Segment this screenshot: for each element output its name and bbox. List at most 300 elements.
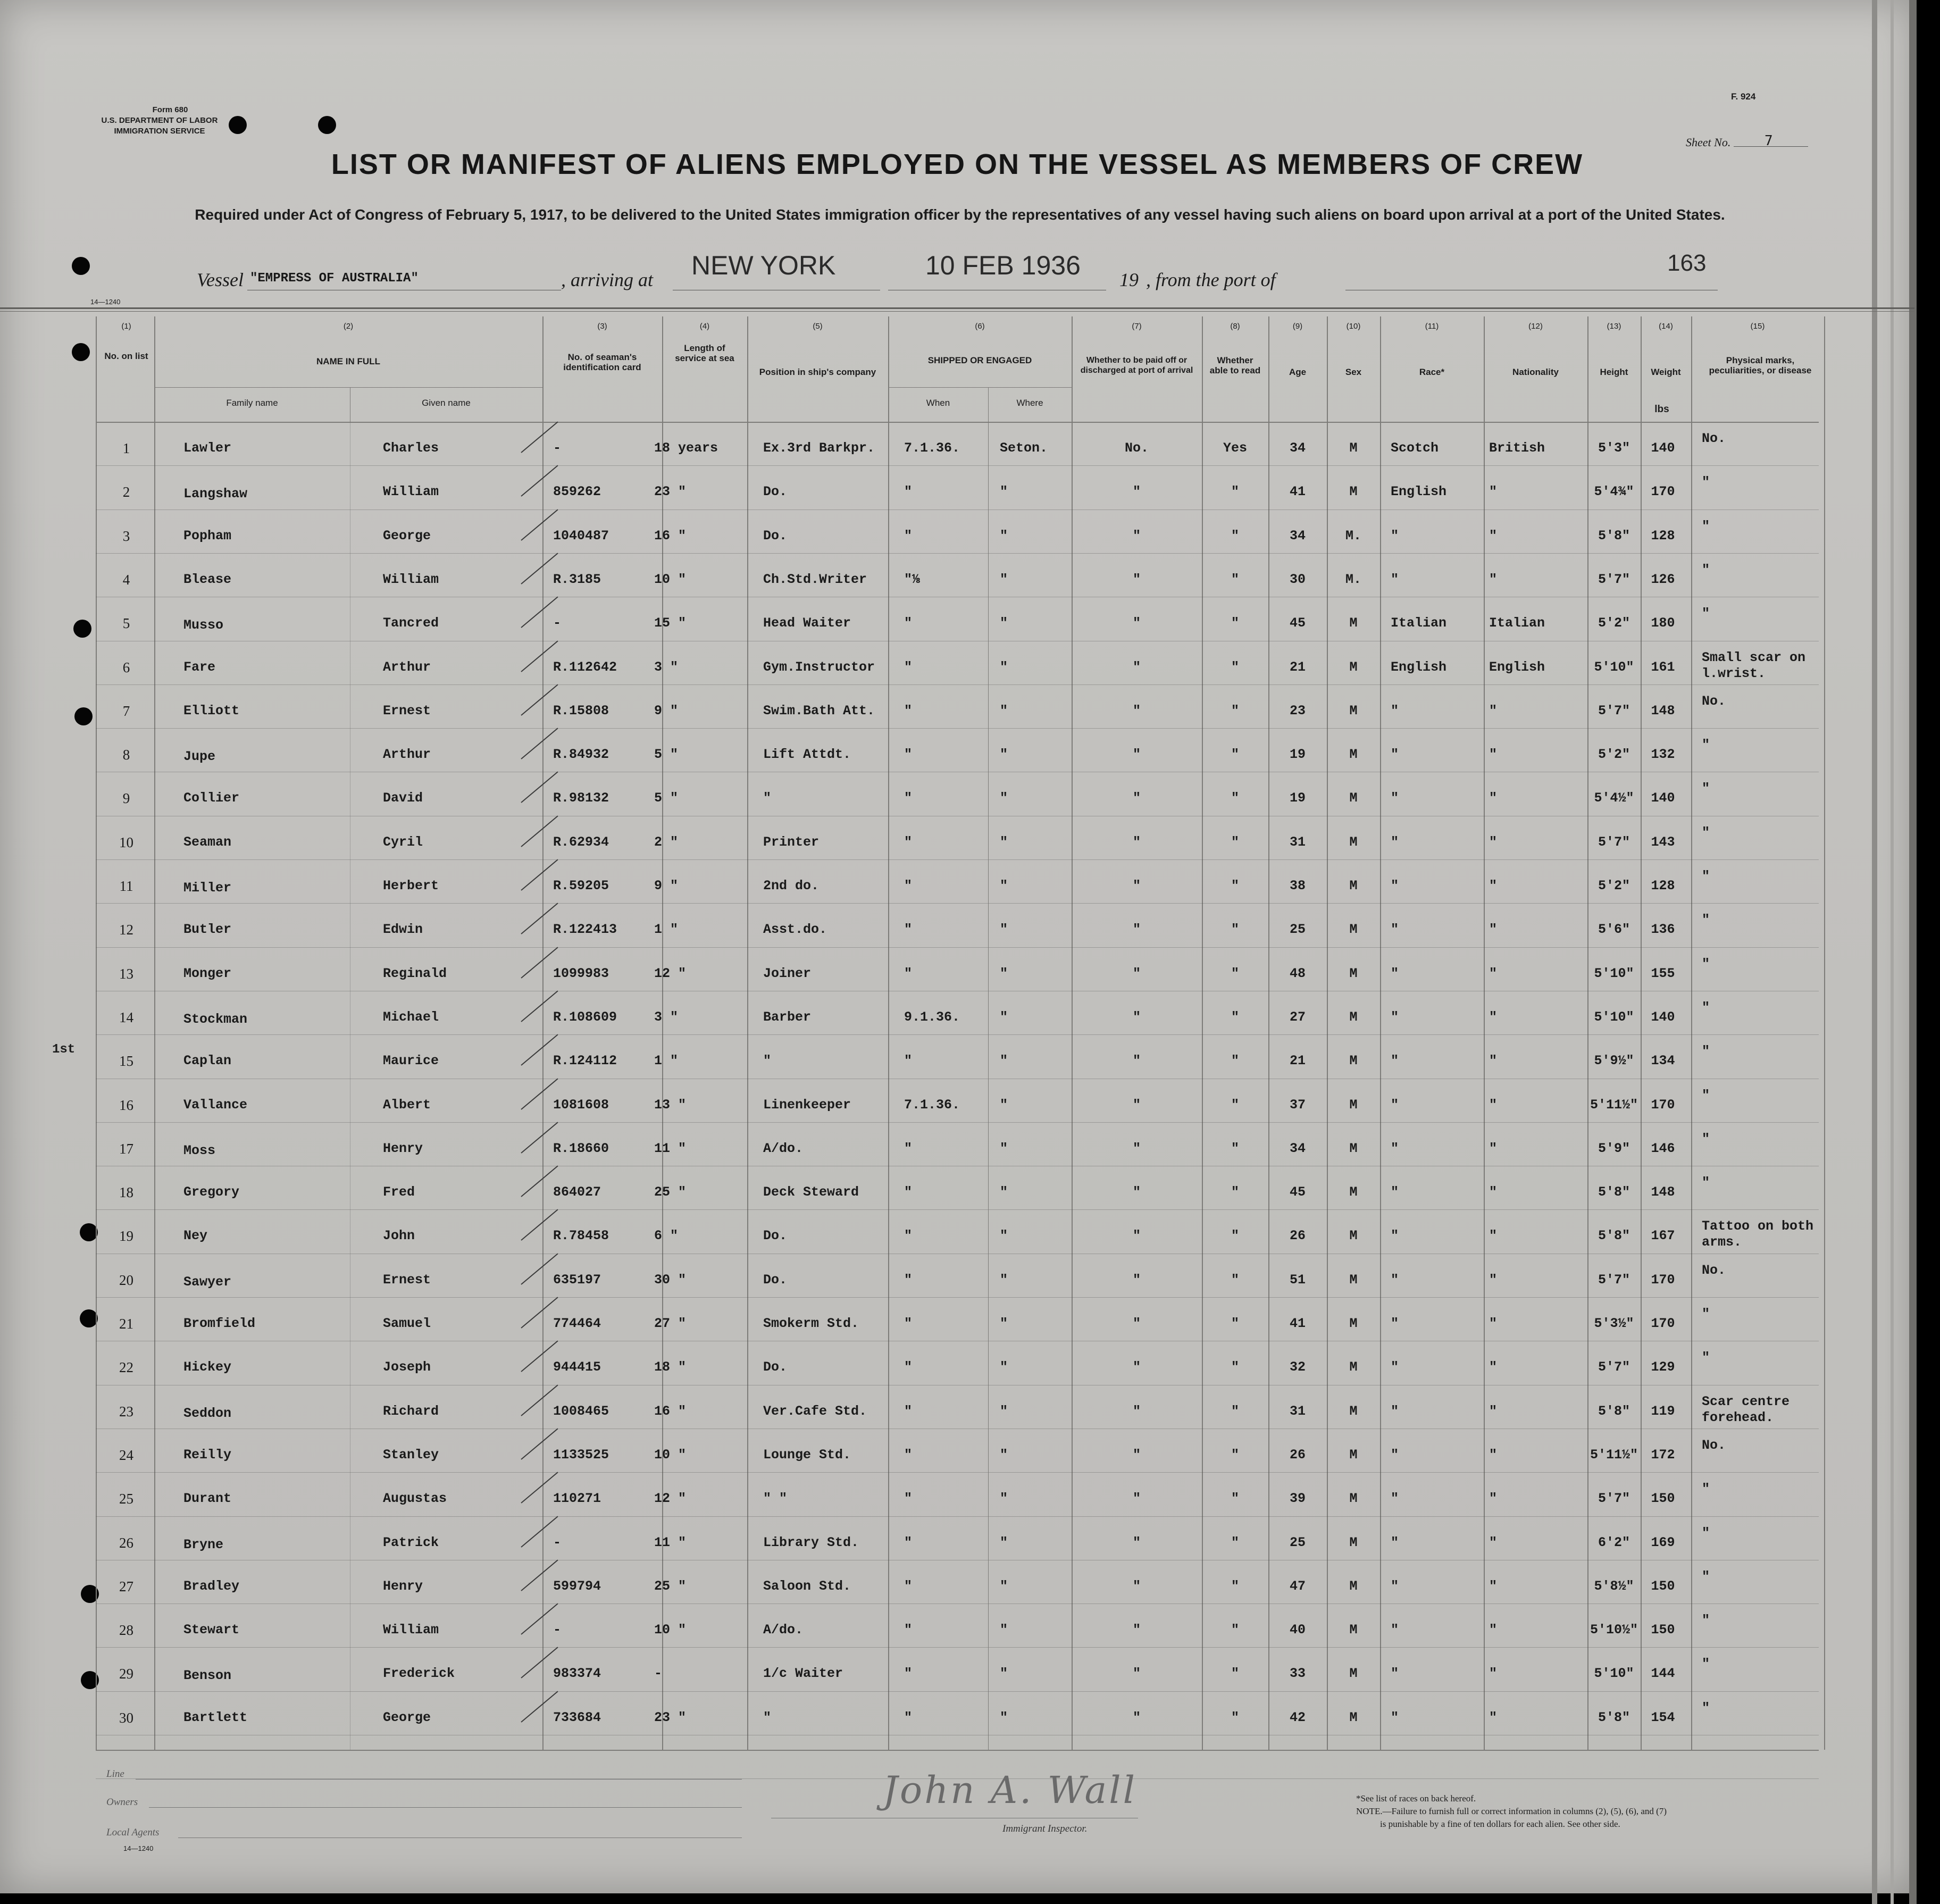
cell-where: " bbox=[1000, 484, 1008, 500]
cell-paid: " bbox=[1132, 1316, 1141, 1331]
cell-sex: M. bbox=[1345, 528, 1361, 544]
cell-sex: M bbox=[1349, 790, 1358, 806]
cell-age: 48 bbox=[1289, 965, 1306, 981]
cell-family: Sawyer bbox=[183, 1274, 232, 1290]
col-7-label: Whether to be paid off or discharged at port of arrival bbox=[1080, 356, 1193, 375]
cell-height: 5'8" bbox=[1598, 1184, 1630, 1200]
cell-marks: " bbox=[1702, 1481, 1710, 1497]
cell-marks: " bbox=[1702, 1131, 1710, 1147]
cell-marks: " bbox=[1702, 737, 1710, 753]
cell-read: " bbox=[1231, 1140, 1239, 1156]
cell-nationality: " bbox=[1489, 484, 1498, 500]
page-edge bbox=[1909, 0, 1917, 1904]
cell-race: " bbox=[1391, 1709, 1399, 1725]
cell-age: 39 bbox=[1289, 1491, 1306, 1507]
cell-marks: " bbox=[1702, 474, 1710, 490]
cell-paid: " bbox=[1132, 1053, 1141, 1069]
cell-no: 6 bbox=[122, 659, 130, 675]
col-4-number: (4) bbox=[699, 322, 710, 331]
cell-read: " bbox=[1231, 484, 1239, 500]
cell-height: 5'6" bbox=[1598, 922, 1630, 938]
cell-age: 19 bbox=[1289, 790, 1306, 806]
cell-sex: M bbox=[1349, 878, 1358, 893]
cell-given: George bbox=[383, 528, 431, 544]
cell-service: 1 " bbox=[654, 1053, 679, 1069]
cell-when: " bbox=[904, 1403, 913, 1419]
cell-read: " bbox=[1231, 659, 1239, 675]
cell-weight: 172 bbox=[1651, 1447, 1675, 1463]
cell-card: R.122413 bbox=[553, 922, 617, 938]
cell-service: 18 years bbox=[654, 440, 718, 456]
cell-weight: 170 bbox=[1651, 484, 1675, 500]
cell-read: " bbox=[1231, 1359, 1239, 1375]
cell-weight: 180 bbox=[1651, 615, 1675, 631]
cell-service: 12 " bbox=[654, 965, 687, 981]
col-5-label: Position in ship's company bbox=[759, 367, 876, 377]
cell-no: 1 bbox=[122, 440, 130, 456]
cell-nationality: " bbox=[1489, 528, 1498, 544]
cell-no: 20 bbox=[119, 1272, 133, 1288]
cell-given: Richard bbox=[383, 1403, 439, 1419]
cell-where: " bbox=[1000, 878, 1008, 893]
cell-sex: M bbox=[1349, 1622, 1358, 1638]
cell-read: " bbox=[1231, 965, 1239, 981]
cell-read: " bbox=[1231, 528, 1239, 544]
cell-weight: 136 bbox=[1651, 922, 1675, 938]
form-number: Form 680 bbox=[152, 105, 188, 114]
cell-service: 10 " bbox=[654, 1622, 687, 1638]
cell-family: Miller bbox=[183, 880, 232, 896]
punch-hole bbox=[72, 257, 90, 275]
cell-paid: " bbox=[1132, 1009, 1141, 1025]
cell-height: 5'9½" bbox=[1594, 1053, 1634, 1069]
cell-given: Edwin bbox=[383, 922, 423, 938]
cell-nationality: " bbox=[1489, 1622, 1498, 1638]
cell-paid: " bbox=[1132, 1447, 1141, 1463]
cell-where: " bbox=[1000, 1140, 1008, 1156]
row-rule bbox=[96, 903, 1819, 904]
column-divider bbox=[1268, 316, 1269, 1750]
cell-nationality: " bbox=[1489, 790, 1498, 806]
cell-nationality: " bbox=[1489, 1053, 1498, 1069]
cell-card: R.78458 bbox=[553, 1228, 609, 1244]
cell-family: Reilly bbox=[183, 1447, 232, 1463]
cell-height: 6'2" bbox=[1598, 1534, 1630, 1550]
cell-when: "⅛ bbox=[904, 571, 921, 587]
cell-no: 8 bbox=[122, 747, 130, 763]
cell-given: Herbert bbox=[383, 878, 439, 893]
cell-paid: " bbox=[1132, 965, 1141, 981]
cell-nationality: " bbox=[1489, 1272, 1498, 1288]
cell-when: " bbox=[904, 1228, 913, 1244]
cell-marks: " bbox=[1702, 781, 1710, 797]
cell-race: " bbox=[1391, 1447, 1399, 1463]
cell-age: 32 bbox=[1289, 1359, 1306, 1375]
cell-height: 5'10" bbox=[1594, 659, 1634, 675]
column-divider bbox=[888, 316, 889, 1750]
cell-sex: M bbox=[1349, 1228, 1358, 1244]
cell-service: 13 " bbox=[654, 1097, 687, 1113]
cell-when: 7.1.36. bbox=[904, 440, 960, 456]
col-12-number: (12) bbox=[1528, 322, 1543, 331]
cell-service: 23 " bbox=[654, 484, 687, 500]
cell-age: 26 bbox=[1289, 1228, 1306, 1244]
cell-height: 5'3" bbox=[1598, 440, 1630, 456]
cell-read: " bbox=[1231, 1578, 1239, 1594]
cell-when: " bbox=[904, 615, 913, 631]
cell-family: Bradley bbox=[183, 1578, 240, 1594]
cell-paid: No. bbox=[1124, 440, 1149, 456]
cell-height: 5'3½" bbox=[1594, 1316, 1634, 1331]
cell-nationality: " bbox=[1489, 1447, 1498, 1463]
cell-nationality: " bbox=[1489, 1097, 1498, 1113]
cell-nationality: English bbox=[1489, 659, 1545, 675]
cell-paid: " bbox=[1132, 834, 1141, 850]
cell-paid: " bbox=[1132, 484, 1141, 500]
cell-service: 10 " bbox=[654, 1447, 687, 1463]
cell-given: Ernest bbox=[383, 1272, 431, 1288]
punch-hole bbox=[318, 116, 336, 134]
col-1-number: (1) bbox=[121, 322, 131, 331]
cell-when: " bbox=[904, 1622, 913, 1638]
cell-race: Scotch bbox=[1391, 440, 1439, 456]
cell-weight: 119 bbox=[1651, 1403, 1675, 1419]
cell-where: " bbox=[1000, 571, 1008, 587]
cell-card: R.108609 bbox=[553, 1009, 617, 1025]
arriving-label: , arriving at bbox=[561, 269, 654, 290]
cell-age: 30 bbox=[1289, 571, 1306, 587]
cell-given: William bbox=[383, 1622, 439, 1638]
arrival-date-stamp: 10 FEB 1936 bbox=[925, 250, 1081, 280]
col-13-number: (13) bbox=[1607, 322, 1621, 331]
cell-no: 4 bbox=[122, 571, 130, 588]
cell-height: 5'2" bbox=[1598, 615, 1630, 631]
cell-when: " bbox=[904, 1534, 913, 1550]
cell-no: 12 bbox=[119, 922, 133, 938]
year-label: 19 bbox=[1119, 269, 1139, 290]
cell-no: 22 bbox=[119, 1359, 133, 1376]
cell-given: William bbox=[383, 484, 439, 500]
cell-nationality: " bbox=[1489, 1534, 1498, 1550]
form-f-number: F. 924 bbox=[1731, 91, 1756, 102]
cell-age: 33 bbox=[1289, 1666, 1306, 1682]
page-edge bbox=[1872, 0, 1877, 1904]
cell-when: " bbox=[904, 659, 913, 675]
cell-no: 15 bbox=[119, 1053, 133, 1070]
cell-when: " bbox=[904, 1272, 913, 1288]
cell-nationality: " bbox=[1489, 1666, 1498, 1682]
cell-family: Fare bbox=[183, 659, 216, 675]
cell-weight: 161 bbox=[1651, 659, 1675, 675]
cell-where: " bbox=[1000, 1272, 1008, 1288]
cell-service: 9 " bbox=[654, 703, 679, 719]
cell-no: 10 bbox=[119, 834, 133, 850]
cell-marks: Small scar on l.wrist. bbox=[1702, 649, 1806, 681]
cell-read: " bbox=[1231, 615, 1239, 631]
cell-service: 5 " bbox=[654, 747, 679, 763]
cell-paid: " bbox=[1132, 1228, 1141, 1244]
cell-where: " bbox=[1000, 790, 1008, 806]
inspector-label: Immigrant Inspector. bbox=[1002, 1823, 1088, 1834]
cell-position: A/do. bbox=[763, 1140, 804, 1156]
cell-when: " bbox=[904, 878, 913, 893]
cell-race: " bbox=[1391, 965, 1399, 981]
cell-position: 2nd do. bbox=[763, 878, 820, 893]
cell-paid: " bbox=[1132, 790, 1141, 806]
header-bottom-rule bbox=[96, 422, 1819, 423]
cell-card: R.62934 bbox=[553, 834, 609, 850]
cell-sex: M bbox=[1349, 922, 1358, 938]
cell-position: Gym.Instructor bbox=[763, 659, 875, 675]
cell-sex: M bbox=[1349, 1578, 1358, 1594]
col-1-label: No. on list bbox=[104, 351, 148, 361]
cell-where: " bbox=[1000, 1491, 1008, 1507]
cell-given: Arthur bbox=[383, 659, 431, 675]
cell-height: 5'7" bbox=[1598, 1491, 1630, 1507]
cell-read: " bbox=[1231, 1184, 1239, 1200]
cell-service: 5 " bbox=[654, 790, 679, 806]
row-rule bbox=[96, 1034, 1819, 1035]
table-top-border bbox=[0, 307, 1914, 309]
cell-nationality: " bbox=[1489, 1316, 1498, 1331]
cell-paid: " bbox=[1132, 1622, 1141, 1638]
cell-sex: M bbox=[1349, 1140, 1358, 1156]
cell-paid: " bbox=[1132, 1666, 1141, 1682]
cell-read: " bbox=[1231, 571, 1239, 587]
cell-given: Arthur bbox=[383, 747, 431, 763]
cell-nationality: " bbox=[1489, 1009, 1498, 1025]
cell-position: Printer bbox=[763, 834, 820, 850]
cell-no: 27 bbox=[119, 1578, 133, 1594]
cell-nationality: Italian bbox=[1489, 615, 1545, 631]
cell-age: 31 bbox=[1289, 834, 1306, 850]
punch-hole bbox=[80, 1223, 98, 1241]
cell-race: " bbox=[1391, 1009, 1399, 1025]
cell-paid: " bbox=[1132, 659, 1141, 675]
cell-marks: No. bbox=[1702, 1437, 1726, 1453]
cell-when: " bbox=[904, 922, 913, 938]
cell-weight: 148 bbox=[1651, 703, 1675, 719]
cell-marks: " bbox=[1702, 912, 1710, 928]
cell-nationality: " bbox=[1489, 922, 1498, 938]
cell-card: R.112642 bbox=[553, 659, 617, 675]
cell-height: 5'8" bbox=[1598, 1403, 1630, 1419]
name-subheader-rule bbox=[154, 387, 542, 388]
cell-position: 1/c Waiter bbox=[763, 1666, 843, 1682]
cell-paid: " bbox=[1132, 1272, 1141, 1288]
cell-when: " bbox=[904, 1447, 913, 1463]
cell-card: 864027 bbox=[553, 1184, 601, 1200]
cell-where: " bbox=[1000, 528, 1008, 544]
row-rule bbox=[96, 465, 1819, 466]
cell-race: " bbox=[1391, 1534, 1399, 1550]
print-code-bottom: 14—1240 bbox=[123, 1844, 154, 1852]
cell-age: 25 bbox=[1289, 1534, 1306, 1550]
cell-no: 25 bbox=[119, 1491, 133, 1507]
cell-height: 5'7" bbox=[1598, 834, 1630, 850]
cell-age: 19 bbox=[1289, 747, 1306, 763]
cell-family: Durant bbox=[183, 1491, 232, 1507]
cell-family: Hickey bbox=[183, 1359, 232, 1375]
cell-race: " bbox=[1391, 1184, 1399, 1200]
col-14-label: Weight bbox=[1651, 367, 1681, 377]
cell-when: " bbox=[904, 1140, 913, 1156]
print-code-top: 14—1240 bbox=[90, 298, 121, 306]
cell-nationality: " bbox=[1489, 1578, 1498, 1594]
row-rule bbox=[96, 1472, 1819, 1473]
cell-no: 3 bbox=[122, 528, 130, 544]
cell-given: William bbox=[383, 571, 439, 587]
cell-family: Bartlett bbox=[183, 1709, 248, 1725]
cell-when: " bbox=[904, 965, 913, 981]
cell-where: " bbox=[1000, 615, 1008, 631]
cell-service: 2 " bbox=[654, 834, 679, 850]
col-4-label: Length of service at sea bbox=[675, 343, 734, 363]
cell-position: Ch.Std.Writer bbox=[763, 571, 867, 587]
sheet-number: 7 bbox=[1765, 133, 1773, 149]
cell-where: " bbox=[1000, 1359, 1008, 1375]
cell-position: Lift Attdt. bbox=[763, 747, 851, 763]
cell-race: " bbox=[1391, 1491, 1399, 1507]
table-top-border-2 bbox=[0, 311, 1914, 312]
col-2-given-label: Given name bbox=[422, 398, 471, 408]
row-rule bbox=[96, 1691, 1819, 1692]
cell-paid: " bbox=[1132, 1491, 1141, 1507]
cell-sex: M bbox=[1349, 440, 1358, 456]
cell-no: 26 bbox=[119, 1534, 133, 1551]
cell-age: 37 bbox=[1289, 1097, 1306, 1113]
cell-service: 30 " bbox=[654, 1272, 687, 1288]
cell-age: 23 bbox=[1289, 703, 1306, 719]
cell-given: Michael bbox=[383, 1009, 439, 1025]
column-divider bbox=[747, 316, 748, 1750]
cell-paid: " bbox=[1132, 878, 1141, 893]
cell-nationality: " bbox=[1489, 1359, 1498, 1375]
cell-read: " bbox=[1231, 790, 1239, 806]
cell-service: 12 " bbox=[654, 1491, 687, 1507]
cell-height: 5'8" bbox=[1598, 1228, 1630, 1244]
cell-service: 25 " bbox=[654, 1184, 687, 1200]
cell-paid: " bbox=[1132, 1534, 1141, 1550]
cell-marks: " bbox=[1702, 1087, 1710, 1103]
cell-no: 19 bbox=[119, 1228, 133, 1245]
cell-where: " bbox=[1000, 1184, 1008, 1200]
cell-card: - bbox=[553, 440, 562, 456]
col-9-label: Age bbox=[1289, 367, 1307, 377]
cell-when: " bbox=[904, 1184, 913, 1200]
cell-marks: " bbox=[1702, 518, 1710, 534]
inspector-signature: John A. Wall bbox=[883, 1768, 1138, 1812]
cell-where: " bbox=[1000, 834, 1008, 850]
table-bottom-rule bbox=[96, 1750, 1819, 1751]
cell-race: " bbox=[1391, 1053, 1399, 1069]
col-13-label: Height bbox=[1600, 367, 1628, 377]
cell-sex: M bbox=[1349, 1709, 1358, 1725]
cell-family: Seddon bbox=[183, 1405, 232, 1421]
cell-where: " bbox=[1000, 1447, 1008, 1463]
row-rule bbox=[96, 1122, 1819, 1123]
cell-marks: " bbox=[1702, 1700, 1710, 1716]
cell-service: 1 " bbox=[654, 922, 679, 938]
cell-age: 51 bbox=[1289, 1272, 1306, 1288]
cell-weight: 140 bbox=[1651, 440, 1675, 456]
cell-weight: 170 bbox=[1651, 1272, 1675, 1288]
cell-sex: M. bbox=[1345, 571, 1361, 587]
row-rule bbox=[96, 728, 1819, 729]
cell-race: " bbox=[1391, 571, 1399, 587]
cell-weight: 155 bbox=[1651, 965, 1675, 981]
cell-weight: 128 bbox=[1651, 528, 1675, 544]
cell-position: Joiner bbox=[763, 965, 812, 981]
cell-age: 45 bbox=[1289, 1184, 1306, 1200]
cell-marks: Tattoo on both arms. bbox=[1702, 1218, 1814, 1250]
cell-nationality: " bbox=[1489, 878, 1498, 893]
column-divider bbox=[1327, 316, 1328, 1750]
cell-when: " bbox=[904, 834, 913, 850]
cell-position: A/do. bbox=[763, 1622, 804, 1638]
cell-weight: 150 bbox=[1651, 1578, 1675, 1594]
cell-read: " bbox=[1231, 1316, 1239, 1331]
cell-position: Saloon Std. bbox=[763, 1578, 851, 1594]
cell-age: 26 bbox=[1289, 1447, 1306, 1463]
cell-family: Jupe bbox=[183, 749, 216, 765]
cell-family: Blease bbox=[183, 571, 232, 587]
cell-height: 5'11½" bbox=[1590, 1097, 1638, 1113]
cell-position: Swim.Bath Att. bbox=[763, 703, 875, 719]
cell-paid: " bbox=[1132, 1359, 1141, 1375]
cell-position: Do. bbox=[763, 484, 788, 500]
cell-height: 5'8" bbox=[1598, 528, 1630, 544]
cell-family: Bryne bbox=[183, 1536, 224, 1552]
cell-height: 5'2" bbox=[1598, 878, 1630, 893]
cell-family: Moss bbox=[183, 1142, 216, 1158]
cell-service: 11 " bbox=[654, 1534, 687, 1550]
cell-service: 10 " bbox=[654, 571, 687, 587]
cell-when: " bbox=[904, 484, 913, 500]
cell-no: 24 bbox=[119, 1447, 133, 1463]
cell-marks: " bbox=[1702, 956, 1710, 972]
cell-no: 11 bbox=[119, 878, 133, 894]
cell-nationality: " bbox=[1489, 703, 1498, 719]
cell-given: Charles bbox=[383, 440, 439, 456]
cell-height: 5'8½" bbox=[1594, 1578, 1634, 1594]
cell-position: Do. bbox=[763, 528, 788, 544]
col-8-number: (8) bbox=[1230, 322, 1240, 331]
cell-race: " bbox=[1391, 1622, 1399, 1638]
col-7-number: (7) bbox=[1132, 322, 1142, 331]
cell-no: 21 bbox=[119, 1316, 133, 1332]
cell-nationality: " bbox=[1489, 1140, 1498, 1156]
cell-marks: No. bbox=[1702, 1262, 1726, 1278]
cell-race: " bbox=[1391, 528, 1399, 544]
cell-card: 599794 bbox=[553, 1578, 601, 1594]
cell-marks: No. bbox=[1702, 693, 1726, 709]
cell-age: 21 bbox=[1289, 1053, 1306, 1069]
cell-no: 18 bbox=[119, 1184, 133, 1201]
cell-given: David bbox=[383, 790, 423, 806]
cell-nationality: British bbox=[1489, 440, 1545, 456]
column-divider bbox=[96, 316, 97, 1750]
cell-race: Italian bbox=[1391, 615, 1447, 631]
cell-read: " bbox=[1231, 1009, 1239, 1025]
cell-where: " bbox=[1000, 1403, 1008, 1419]
cell-service: 3 " bbox=[654, 659, 679, 675]
cell-no: 9 bbox=[122, 790, 130, 807]
col-10-number: (10) bbox=[1346, 322, 1361, 331]
cell-nationality: " bbox=[1489, 747, 1498, 763]
cell-where: " bbox=[1000, 1053, 1008, 1069]
cell-service: 9 " bbox=[654, 878, 679, 893]
